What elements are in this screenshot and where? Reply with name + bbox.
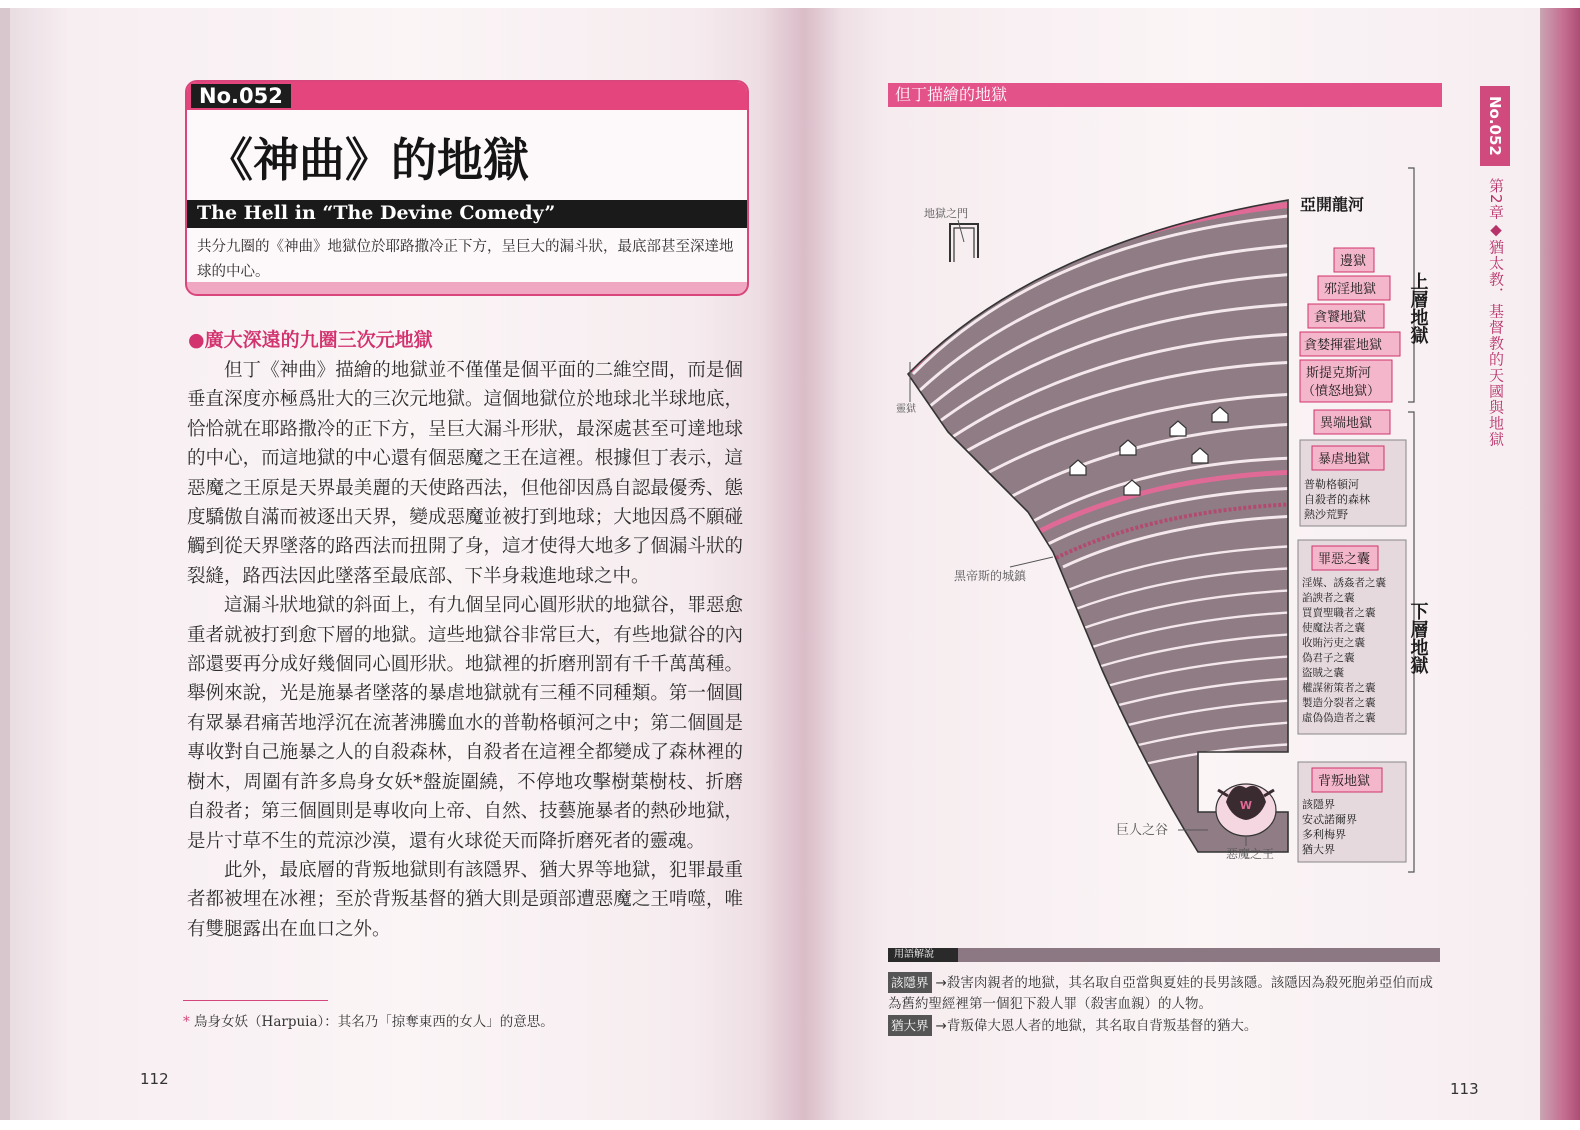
label-devil-king: 惡魔之王 bbox=[1226, 847, 1275, 861]
glossary-text: →殺害肉親者的地獄，其名取自亞當與夏娃的長男該隱。該隱因為殺死胞弟亞伯而成為舊約聖經裡第一個犯下殺人罪（殺害血親）的人物。 bbox=[888, 975, 1433, 1012]
body-paragraph: 但丁《神曲》描繪的地獄並不僅僅是個平面的二維空間，而是個垂直深度亦極爲壯大的三次元地獄。這個地獄位於地球北半球地底，恰恰就在耶路撒冷的正下方，呈巨大漏斗形狀，最深處甚至可達地球的中心，而這地獄的中心還有個惡魔之王在這裡。根據但丁表示，這惡魔之王原是天界最美麗的天使路西法，但他卻因爲自認最優秀、態度驕傲自滿而被逐出天界，變成惡魔並被打到地球；大地因爲不願碰觸到從天界墜落的路西法而扭開了身，這才使得大地多了個漏斗狀的裂縫，路西法因此墜落至最底部、下半身栽進地球之中。 bbox=[187, 360, 743, 587]
footnote-text: 鳥身女妖（Harpuia）：其名乃「掠奪東西的女人」的意思。 bbox=[194, 1014, 554, 1030]
label-fraud-item: 權謀術策者之囊 bbox=[1302, 682, 1376, 694]
devil-king-icon bbox=[1216, 784, 1276, 836]
glossary bbox=[888, 972, 1440, 1037]
glossary-label: 用語解說 bbox=[894, 949, 934, 960]
label-giants-valley: 巨人之谷 bbox=[1116, 823, 1169, 838]
label-limbo: 邊獄 bbox=[1340, 254, 1367, 269]
section-heading: ●廣大深遠的九圈三次元地獄 bbox=[188, 329, 433, 351]
glossary-entry bbox=[888, 972, 1440, 1015]
label-fraud-item: 淫媒、誘姦者之囊 bbox=[1302, 577, 1386, 589]
article-body bbox=[187, 356, 743, 944]
article-summary: 共分九圈的《神曲》地獄位於耶路撒冷正下方，呈巨大的漏斗狀，最底部甚至深達地球的中心。 bbox=[197, 239, 734, 280]
label-wrath: （憤怒地獄） bbox=[1302, 384, 1381, 399]
glossary-term: 該隱界 bbox=[888, 972, 932, 993]
label-fraud-item: 盜賊之囊 bbox=[1302, 667, 1344, 679]
glossary-term: 猶大界 bbox=[888, 1015, 932, 1036]
page-number-left: 112 bbox=[140, 1070, 169, 1088]
book-edge-right bbox=[1540, 8, 1580, 1120]
page-number-right: 113 bbox=[1450, 1080, 1479, 1098]
label-fraud-item: 製造分裂者之囊 bbox=[1302, 697, 1376, 709]
label-treachery-item: 多利梅界 bbox=[1302, 828, 1346, 841]
label-heresy: 異端地獄 bbox=[1320, 416, 1373, 431]
label-violence-item: 普勒格頓河 bbox=[1304, 478, 1359, 491]
article-title: 《神曲》的地獄 bbox=[207, 133, 529, 187]
hell-funnel-diagram bbox=[888, 112, 1448, 882]
figure-title: 但丁描繪的地獄 bbox=[895, 85, 1008, 104]
label-styx: 斯提克斯河 bbox=[1306, 366, 1372, 381]
label-acheron: 亞開龍河 bbox=[1300, 195, 1365, 214]
glossary-bar bbox=[888, 948, 1440, 962]
label-lower-hell: 下層地獄 bbox=[1407, 602, 1429, 674]
footnote-marker: * bbox=[183, 1014, 190, 1030]
article-header-box bbox=[185, 80, 749, 296]
footnote-rule bbox=[183, 1000, 328, 1001]
label-treachery: 背叛地獄 bbox=[1318, 774, 1371, 789]
label-treachery-item: 安忒諾爾界 bbox=[1302, 813, 1357, 826]
book-gutter bbox=[760, 8, 840, 1120]
glossary-text: →背叛偉大恩人者的地獄，其名取自背叛基督的猶大。 bbox=[935, 1018, 1258, 1034]
english-title: The Hell in “The Devine Comedy” bbox=[197, 202, 556, 224]
funnel-bands bbox=[888, 190, 1308, 872]
svg-text:W: W bbox=[1239, 799, 1253, 812]
footnote bbox=[183, 1010, 554, 1030]
label-treachery-item: 猶大界 bbox=[1302, 843, 1335, 856]
label-violence-item: 熱沙荒野 bbox=[1304, 508, 1348, 521]
body-paragraph: 這漏斗狀地獄的斜面上，有九個呈同心圓形狀的地獄谷，罪惡愈重者就被打到愈下層的地獄。這些地獄谷非常巨大，有些地獄谷的內部還要再分成好幾個同心圓形狀。地獄裡的折磨刑罰有千千萬萬種。舉例來說，光是施暴者墜落的暴虐地獄就有三種不同種類。第一個圓有眾暴君痛苦地浮沉在流著沸騰血水的普勒格頓河之中；第二個圓是專收對自己施暴之人的自殺森林，自殺者在這裡全都變成了森林裡的樹木，周圍有許多鳥身女妖*盤旋圍繞，不停地攻擊樹葉樹枝、折磨自殺者；第三個圓則是專收向上帝、自然、技藝施暴者的熱砂地獄，是片寸草不生的荒涼沙漠，還有火球從天而降折磨死者的靈魂。 bbox=[187, 595, 743, 852]
label-fraud-item: 虛偽偽造者之囊 bbox=[1302, 712, 1376, 724]
label-fraud-item: 偽君子之囊 bbox=[1302, 652, 1355, 664]
label-violence-item: 自殺者的森林 bbox=[1304, 493, 1370, 506]
label-upper-hell: 上層地獄 bbox=[1407, 272, 1429, 344]
label-greed: 貪婪揮霍地獄 bbox=[1304, 338, 1383, 353]
label-city-of-dis: 黑帝斯的城鎮 bbox=[954, 569, 1027, 583]
chapter-tab-number: No.052 bbox=[1480, 86, 1510, 166]
chapter-tab-title: 第2章◆猶太教．基督教的天國與地獄 bbox=[1487, 178, 1505, 448]
label-gluttony: 貪饕地獄 bbox=[1314, 310, 1367, 325]
label-hell-gate: 地獄之門 bbox=[924, 207, 968, 220]
label-limbo-side: 靈獄 bbox=[896, 404, 916, 415]
label-fraud-item: 買賣聖職者之囊 bbox=[1302, 607, 1376, 619]
label-treachery-item: 該隱界 bbox=[1302, 798, 1335, 811]
label-fraud-item: 使魔法者之囊 bbox=[1302, 622, 1365, 634]
body-paragraph: 此外，最底層的背叛地獄則有該隱界、猶大界等地獄，犯罪最重者都被埋在冰裡；至於背叛基督的猶大則是頭部遭惡魔之王啃噬，唯有雙腿露出在血口之外。 bbox=[187, 859, 743, 940]
glossary-entry bbox=[888, 1015, 1440, 1037]
article-number-tag: No.052 bbox=[191, 84, 291, 108]
label-fraud-item: 諂諛者之囊 bbox=[1302, 592, 1355, 604]
label-violence: 暴虐地獄 bbox=[1318, 452, 1371, 467]
label-fraud: 罪惡之囊 bbox=[1318, 552, 1371, 567]
label-fraud-item: 收賄污吏之囊 bbox=[1302, 637, 1365, 649]
label-lust: 邪淫地獄 bbox=[1324, 282, 1377, 297]
